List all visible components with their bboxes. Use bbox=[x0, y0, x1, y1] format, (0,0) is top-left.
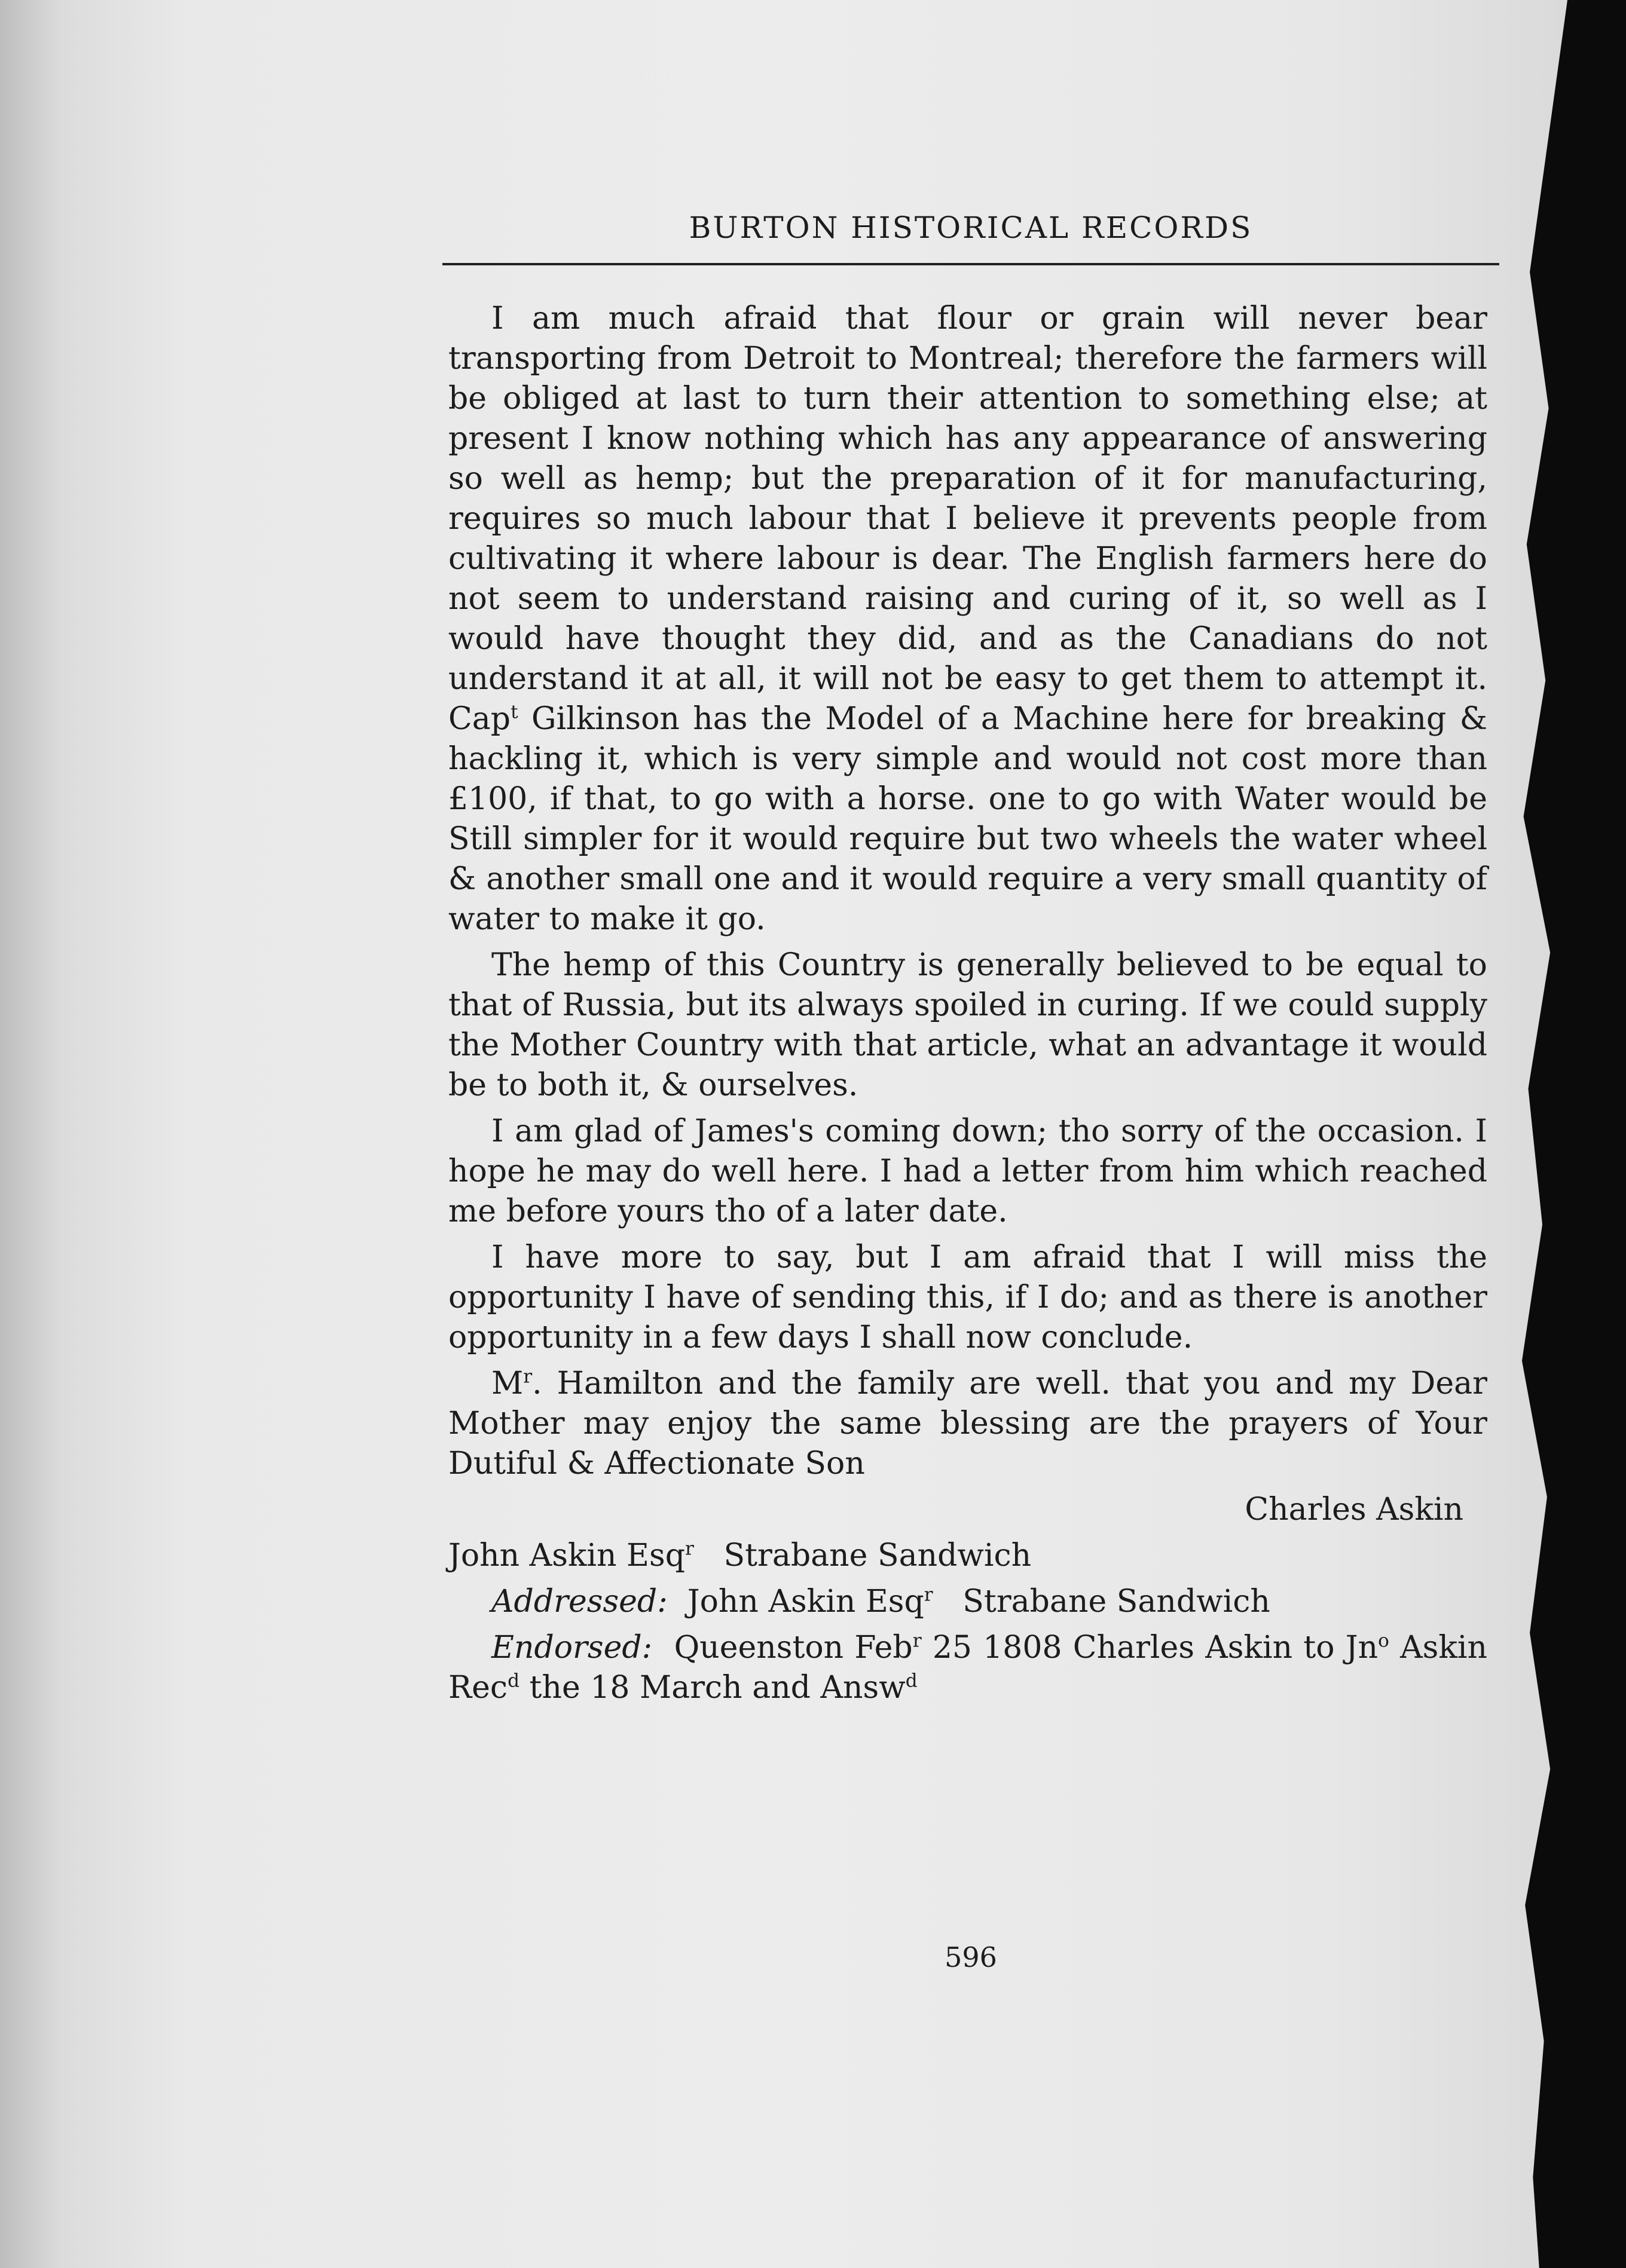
page-number: 596 bbox=[945, 1941, 997, 1973]
letter-body bbox=[448, 299, 1487, 1714]
paragraph-4: I have more to say, but I am afraid that I will miss the opportunity I have of sending this, if I do; and as there is another opportunity in a few days I shall now conclude. bbox=[448, 1239, 1487, 1355]
paragraph-3: I am glad of James's coming down; tho sorry of the occasion. I hope he may do well here. I had a letter from him which reached me before yours tho of a later date. bbox=[448, 1113, 1487, 1229]
paragraph-5: $M^r$. Hamilton and the family are well. that you and my Dear Mother may enjoy the same blessing are the prayers of Your Dutiful & Affectionate Son bbox=[448, 1366, 1487, 1482]
address-line: John Askin Esq$^r$ Strabane Sandwich bbox=[448, 1538, 1032, 1574]
paragraph-1: I am much afraid that flour or grain will never bear transporting from Detroit to Montreal; therefore the farmers will be obliged at last to turn their attention to something else; at present I know nothing which has any appearance of answering so well as hemp; but the preparation of it for manufacturing, requires so much labour that I believe it prevents people from cultivating it where labour is dear. The English farmers here do not seem to understand raising and curing of it, so well as I would have thought they did, and as the Canadians do not understand it at all, it will not be easy to get them to attempt it. Cap$^t$ Gilkinson has the Model of a Machine here for breaking & hackling it, which is very simple and would not cost more than £100, if that, to go with a horse. one to go with Water would be Still simpler for it would require but two wheels the water wheel & another small one and it would require a very small quantity of water to make it go. bbox=[448, 301, 1487, 937]
header-rule bbox=[442, 263, 1499, 265]
addressed-note: Addressed: John Askin Esq$^r$ Strabane Sandwich bbox=[491, 1584, 1270, 1620]
signature: Charles Askin bbox=[1245, 1492, 1463, 1528]
paragraph-2: The hemp of this Country is generally believed to be equal to that of Russia, but its always spoiled in curing. If we could supply the Mother Country with that article, what an advantage it would be to both it, & ourselves. bbox=[448, 947, 1487, 1103]
endorsed-note: Endorsed: Queenston Feb$^r$ 25 1808 Charles Askin to Jn$^o$ Askin Rec$^d$ the 18 March and Answ$^d$ bbox=[448, 1630, 1487, 1706]
running-title: BURTON HISTORICAL RECORDS bbox=[689, 210, 1253, 245]
